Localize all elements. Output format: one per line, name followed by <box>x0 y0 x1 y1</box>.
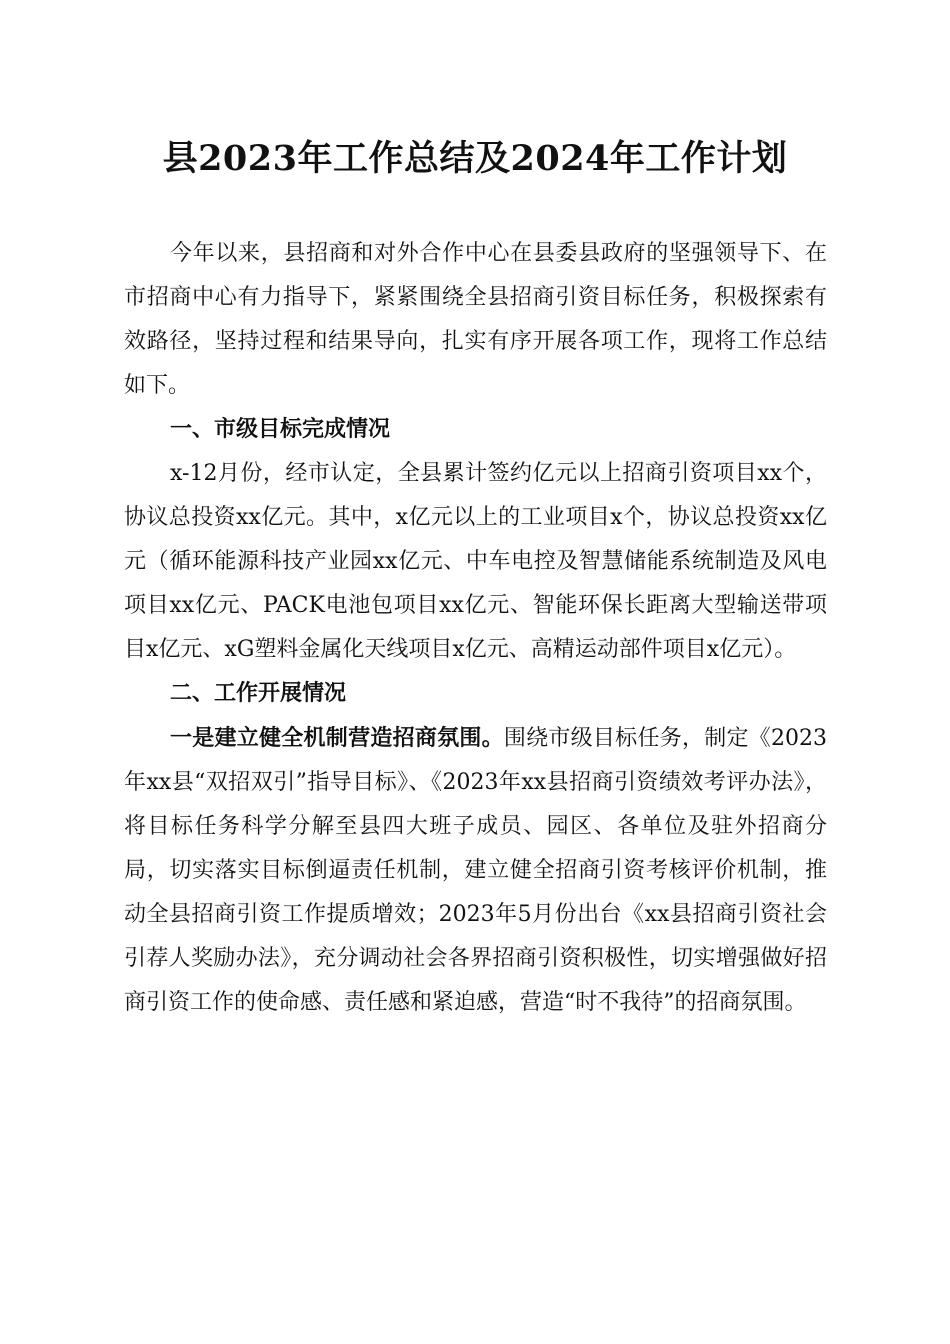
document-title: 县2023年工作总结及2024年工作计划 <box>162 138 788 179</box>
work-body-text: 围绕市级目标任务，制定《2023年xx县“双招双引”指导目标》、《2023年xx县招商引资绩效考评办法》，将目标任务科学分解至县四大班子成员、园区、各单位及驻外招商分局，切实落实目标倒逼责任机制，建立健全招商引资考核评价机制，推动全县招商引资工作提质增效；2023年5月份出台《xx县招商引资社会引荐人奖励办法》，充分调动社会各界招商引资积极性，切实增强做好招商引资工作的使命感、责任感和紧迫感，营造“时不我待”的招商氛围。 <box>124 726 827 1015</box>
section-heading-targets: 一、市级目标完成情况 <box>170 417 391 442</box>
work-lead-sentence: 一是建立健全机制营造招商氛围。 <box>170 725 504 751</box>
document-body <box>124 232 827 1025</box>
targets-paragraph: x-12月份，经市认定，全县累计签约亿元以上招商引资项目xx个，协议总投资xx亿元。其中，x亿元以上的工业项目x个，协议总投资xx亿元（循环能源科技产业园xx亿元、中车电控及智慧储能系统制造及风电项目xx亿元、PACK电池包项目xx亿元、智能环保长距离大型输送带项目x亿元、xG塑料金属化天线项目x亿元、高精运动部件项目x亿元）。 <box>124 461 827 662</box>
work-paragraph <box>124 716 827 1025</box>
intro-paragraph: 今年以来，县招商和对外合作中心在县委县政府的坚强领导下、在市招商中心有力指导下，紧紧围绕全县招商引资目标任务，积极探索有效路径，坚持过程和结果导向，扎实有序开展各项工作，现将工作总结如下。 <box>124 241 827 398</box>
section-heading-work: 二、工作开展情况 <box>170 681 347 706</box>
